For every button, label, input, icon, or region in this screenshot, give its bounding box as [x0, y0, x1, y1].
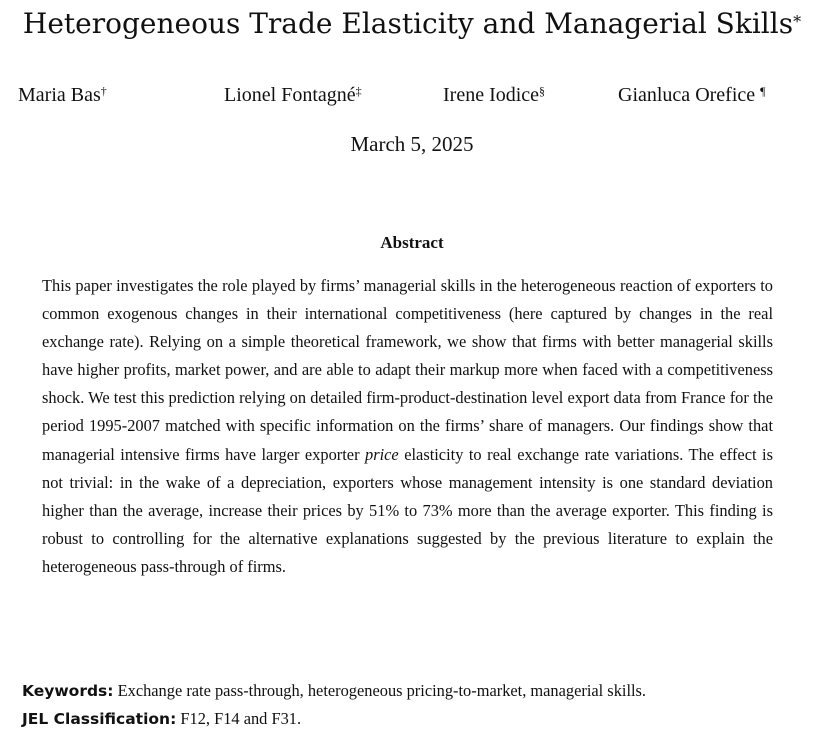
- keywords-label: Keywords:: [22, 682, 114, 700]
- jel-text: F12, F14 and F31.: [180, 709, 302, 728]
- paper-date: March 5, 2025: [350, 132, 474, 156]
- author-name: Lionel Fontagné: [224, 84, 356, 106]
- paper-title: [0, 6, 824, 42]
- author-4: [618, 82, 766, 108]
- abstract-text-part2: elasticity to real exchange rate variations. The effect is not trivial: in the wake of a depreciation, exporters whose management intensity is one standard deviation higher than the average, increase their prices by 51% to 73% more than the average exporter. This finding is robust to controlling for the alternative explanations suggested by the previous literature to explain the heterogeneous pass-through of firms.: [42, 444, 773, 576]
- paper-title-text: Heterogeneous Trade Elasticity and Managerial Skills: [22, 7, 794, 40]
- author-footnote-mark: †: [100, 84, 107, 98]
- author-footnote-mark: §: [539, 84, 546, 98]
- abstract-heading: Abstract: [380, 233, 444, 252]
- author-footnote-mark: ‡: [355, 84, 362, 98]
- jel-label: JEL Classification:: [22, 710, 177, 728]
- abstract-text-part1: This paper investigates the role played by firms’ managerial skills in the heterogeneous reaction of exporters to common exogenous changes in their international competitiveness (here captured by changes in the real exchange rate). Relying on a simple theoretical framework, we show that firms with better managerial skills have higher profits, market power, and are able to adapt their markup more when faced with a competitiveness shock. We test this prediction relying on detailed firm-product-destination level export data from France for the period 1995-2007 matched with specific information on the firms’ share of managers. Our findings show that managerial intensive firms have larger exporter: [42, 276, 773, 464]
- keywords-text: Exchange rate pass-through, heterogeneous pricing-to-market, managerial skills.: [117, 681, 647, 700]
- abstract-emphasis: price: [365, 444, 399, 464]
- author-name: Maria Bas: [18, 84, 101, 106]
- author-name: Irene Iodice: [443, 84, 540, 106]
- author-footnote-mark: ¶: [760, 84, 766, 98]
- abstract-body: [42, 272, 773, 581]
- keywords-line: [22, 679, 646, 703]
- jel-line: [22, 707, 301, 731]
- author-1: [18, 82, 107, 108]
- author-3: [443, 82, 545, 108]
- author-name: Gianluca Orefice: [618, 84, 756, 106]
- author-2: [224, 82, 362, 108]
- title-footnote-mark: *: [793, 12, 802, 31]
